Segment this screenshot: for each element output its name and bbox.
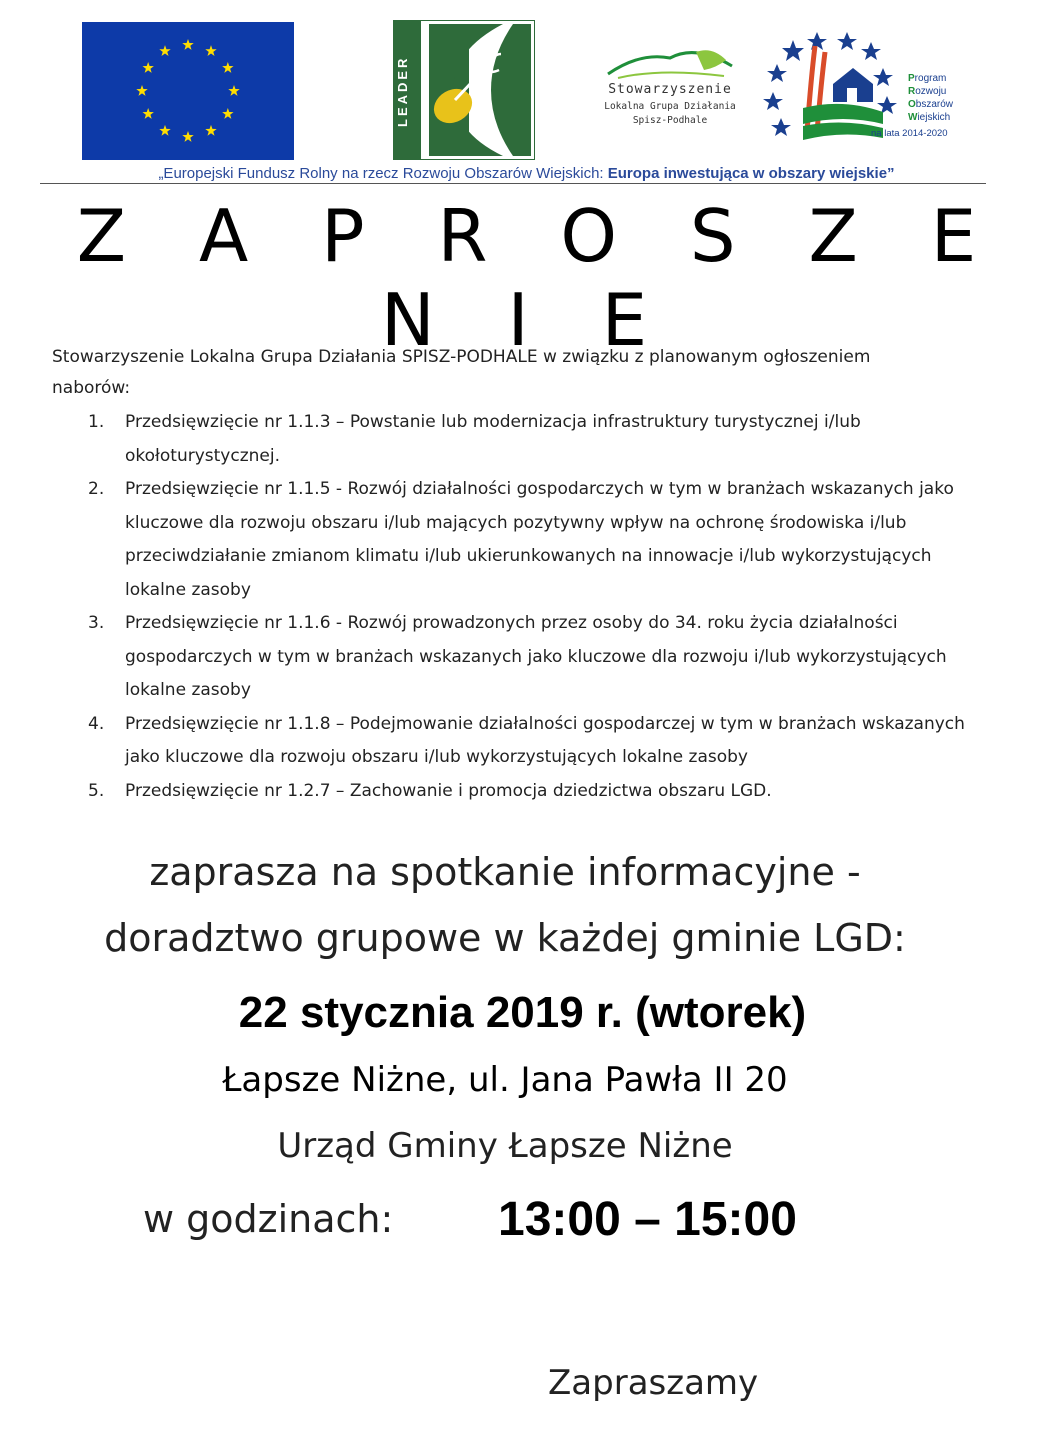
invite-line-2: doradztwo grupowe w każdej gminie LGD: <box>104 916 906 960</box>
lgd-line-3: Spisz-Podhale <box>632 115 708 126</box>
list-item-text: Przedsięwzięcie nr 1.1.8 – Podejmowanie działalności gospodarczej w tym w branżach wskazanych jako kluczowe dla rozwoju obszaru i/lub wykorzystujących lokalne zasoby <box>125 713 965 767</box>
eu-star-icon <box>142 62 153 73</box>
prow-word-2: ozwoju <box>915 86 947 97</box>
list-item-number: 1. <box>88 412 105 432</box>
list-item <box>88 607 988 708</box>
list-item <box>88 708 988 775</box>
prow-word-3: bszarów <box>915 99 954 110</box>
list-item-number: 2. <box>88 479 105 499</box>
prow-name: Program Rozwoju Obszarów Wiejskich <box>908 73 954 123</box>
list-item-text: Przedsięwzięcie nr 1.1.3 – Powstanie lub modernizacja infrastruktury turystycznej i/lub okołoturystycznej. <box>125 412 861 466</box>
meeting-address: Łapsze Niżne, ul. Jana Pawła II 20 <box>222 1060 788 1100</box>
prow-logo <box>763 28 963 146</box>
funding-line-emphasis: Europa inwestująca w obszary wiejskie” <box>607 165 895 182</box>
list-item <box>88 473 988 607</box>
eu-star-icon <box>182 131 193 142</box>
eu-star-icon <box>205 125 216 136</box>
list-item-number: 3. <box>88 613 105 633</box>
mountain-icon <box>600 40 740 80</box>
list-item-text: Przedsięwzięcie nr 1.2.7 – Zachowanie i promocja dziedzictwa obszaru LGD. <box>125 780 772 801</box>
meeting-date: 22 stycznia 2019 r. (wtorek) <box>238 988 807 1037</box>
intro-paragraph: Stowarzyszenie Lokalna Grupa Działania SPISZ-PODHALE w związku z planowanym ogłoszeniem naborów: <box>52 347 871 398</box>
funding-line-prefix: „Europejski Fundusz Rolny na rzecz Rozwoju Obszarów Wiejskich: <box>158 165 608 182</box>
list-item <box>88 775 988 809</box>
invite-line-1: zaprasza na spotkanie informacyjne - <box>149 850 861 894</box>
eu-star-icon <box>222 62 233 73</box>
eu-star-icon <box>159 125 170 136</box>
list-item <box>88 406 988 473</box>
lgd-line-2: Lokalna Grupa Działania <box>604 101 736 112</box>
lgd-line-1: Stowarzyszenie <box>608 82 732 97</box>
eu-flag-logo <box>82 22 294 160</box>
eu-star-icon <box>182 39 193 50</box>
header-divider <box>40 183 986 184</box>
meeting-hours: 13:00 – 15:00 <box>498 1193 797 1246</box>
project-list <box>88 406 988 808</box>
lgd-spisz-podhale-logo <box>600 40 740 144</box>
list-item-number: 5. <box>88 780 105 801</box>
page-title: Z A P R O S Z E N I E <box>76 194 1002 362</box>
list-item-text: Przedsięwzięcie nr 1.1.5 - Rozwój działalności gospodarczych w tym w branżach wskazanych jako kluczowe dla rozwoju obszaru i/lub mających pozytywny wpływ na ochronę środowiska i/lub przeciwdziałanie zmianom klimatu i/lub ukierunkowanych na innowacje i/lub wykorzystujących lokalne zasoby <box>125 479 954 600</box>
list-item-text: Przedsięwzięcie nr 1.1.6 - Rozwój prowadzonych przez osoby do 34. roku życia działalności gospodarczych w tym w branżach wskazanych jako kluczowe dla rozwoju i/lub wykorzystujących lokalne zasoby <box>125 613 947 700</box>
eu-star-icon <box>136 85 147 96</box>
eu-flag-icon <box>82 22 294 160</box>
eu-star-icon <box>222 108 233 119</box>
eu-star-icon <box>159 45 170 56</box>
prow-years: na lata 2014-2020 <box>871 128 948 139</box>
hours-label: w godzinach: <box>143 1197 394 1241</box>
eu-star-icon <box>205 45 216 56</box>
closing-text: Zapraszamy <box>548 1363 759 1403</box>
funding-line <box>0 165 1053 182</box>
leader-label: LEADER <box>395 55 410 127</box>
prow-word-1: rogram <box>914 73 947 84</box>
list-item-number: 4. <box>88 713 105 734</box>
prow-word-4: iejskich <box>917 112 951 123</box>
meeting-venue: Urząd Gminy Łapsze Niżne <box>277 1126 733 1166</box>
eu-star-icon <box>142 108 153 119</box>
leader-logo <box>393 20 535 160</box>
eu-star-icon <box>228 85 239 96</box>
